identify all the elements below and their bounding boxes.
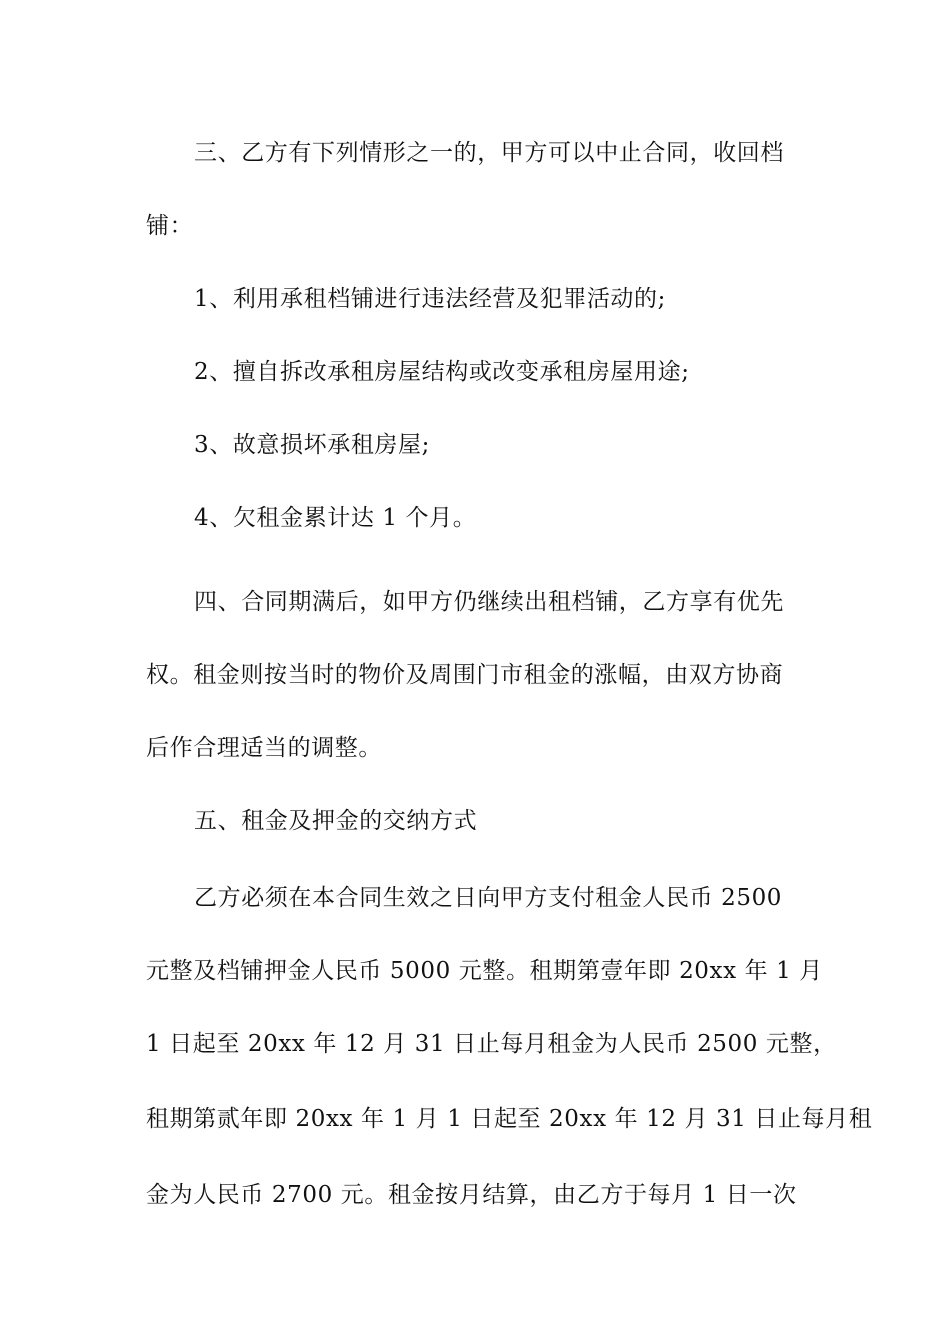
clause-3-heading-line-1: 三、乙方有下列情形之一的，甲方可以中止合同，收回档 [194, 140, 784, 166]
clause-5-para-line-2: 元整及档铺押金人民币 5000 元整。租期第壹年即 20xx 年 1 月 [146, 958, 823, 984]
clause-5-para-line-3: 1 日起至 20xx 年 12 月 31 日止每月租金为人民币 2500 元整， [146, 1031, 837, 1057]
clause-5-heading: 五、租金及押金的交纳方式 [194, 808, 478, 834]
clause-4-line-1: 四、合同期满后，如甲方仍继续出租档铺，乙方享有优先 [194, 589, 784, 615]
clause-5-para-line-5: 金为人民币 2700 元。租金按月结算，由乙方于每月 1 日一次 [146, 1182, 797, 1208]
clause-3-item-2: 2、擅自拆改承租房屋结构或改变承租房屋用途; [194, 359, 690, 385]
clause-3-item-3: 3、故意损坏承租房屋; [194, 432, 430, 458]
clause-5-para-line-4: 租期第贰年即 20xx 年 1 月 1 日起至 20xx 年 12 月 31 日止每月租 [146, 1106, 873, 1132]
clause-3-item-1: 1、利用承租档铺进行违法经营及犯罪活动的; [194, 286, 666, 312]
clause-4-line-3: 后作合理适当的调整。 [146, 735, 382, 761]
clause-3-heading-line-2: 铺： [146, 213, 194, 239]
clause-3-item-4: 4、欠租金累计达 1 个月。 [194, 505, 477, 531]
clause-5-para-line-1: 乙方必须在本合同生效之日向甲方支付租金人民币 2500 [194, 885, 783, 911]
clause-4-line-2: 权。租金则按当时的物价及周围门市租金的涨幅，由双方协商 [146, 662, 784, 688]
